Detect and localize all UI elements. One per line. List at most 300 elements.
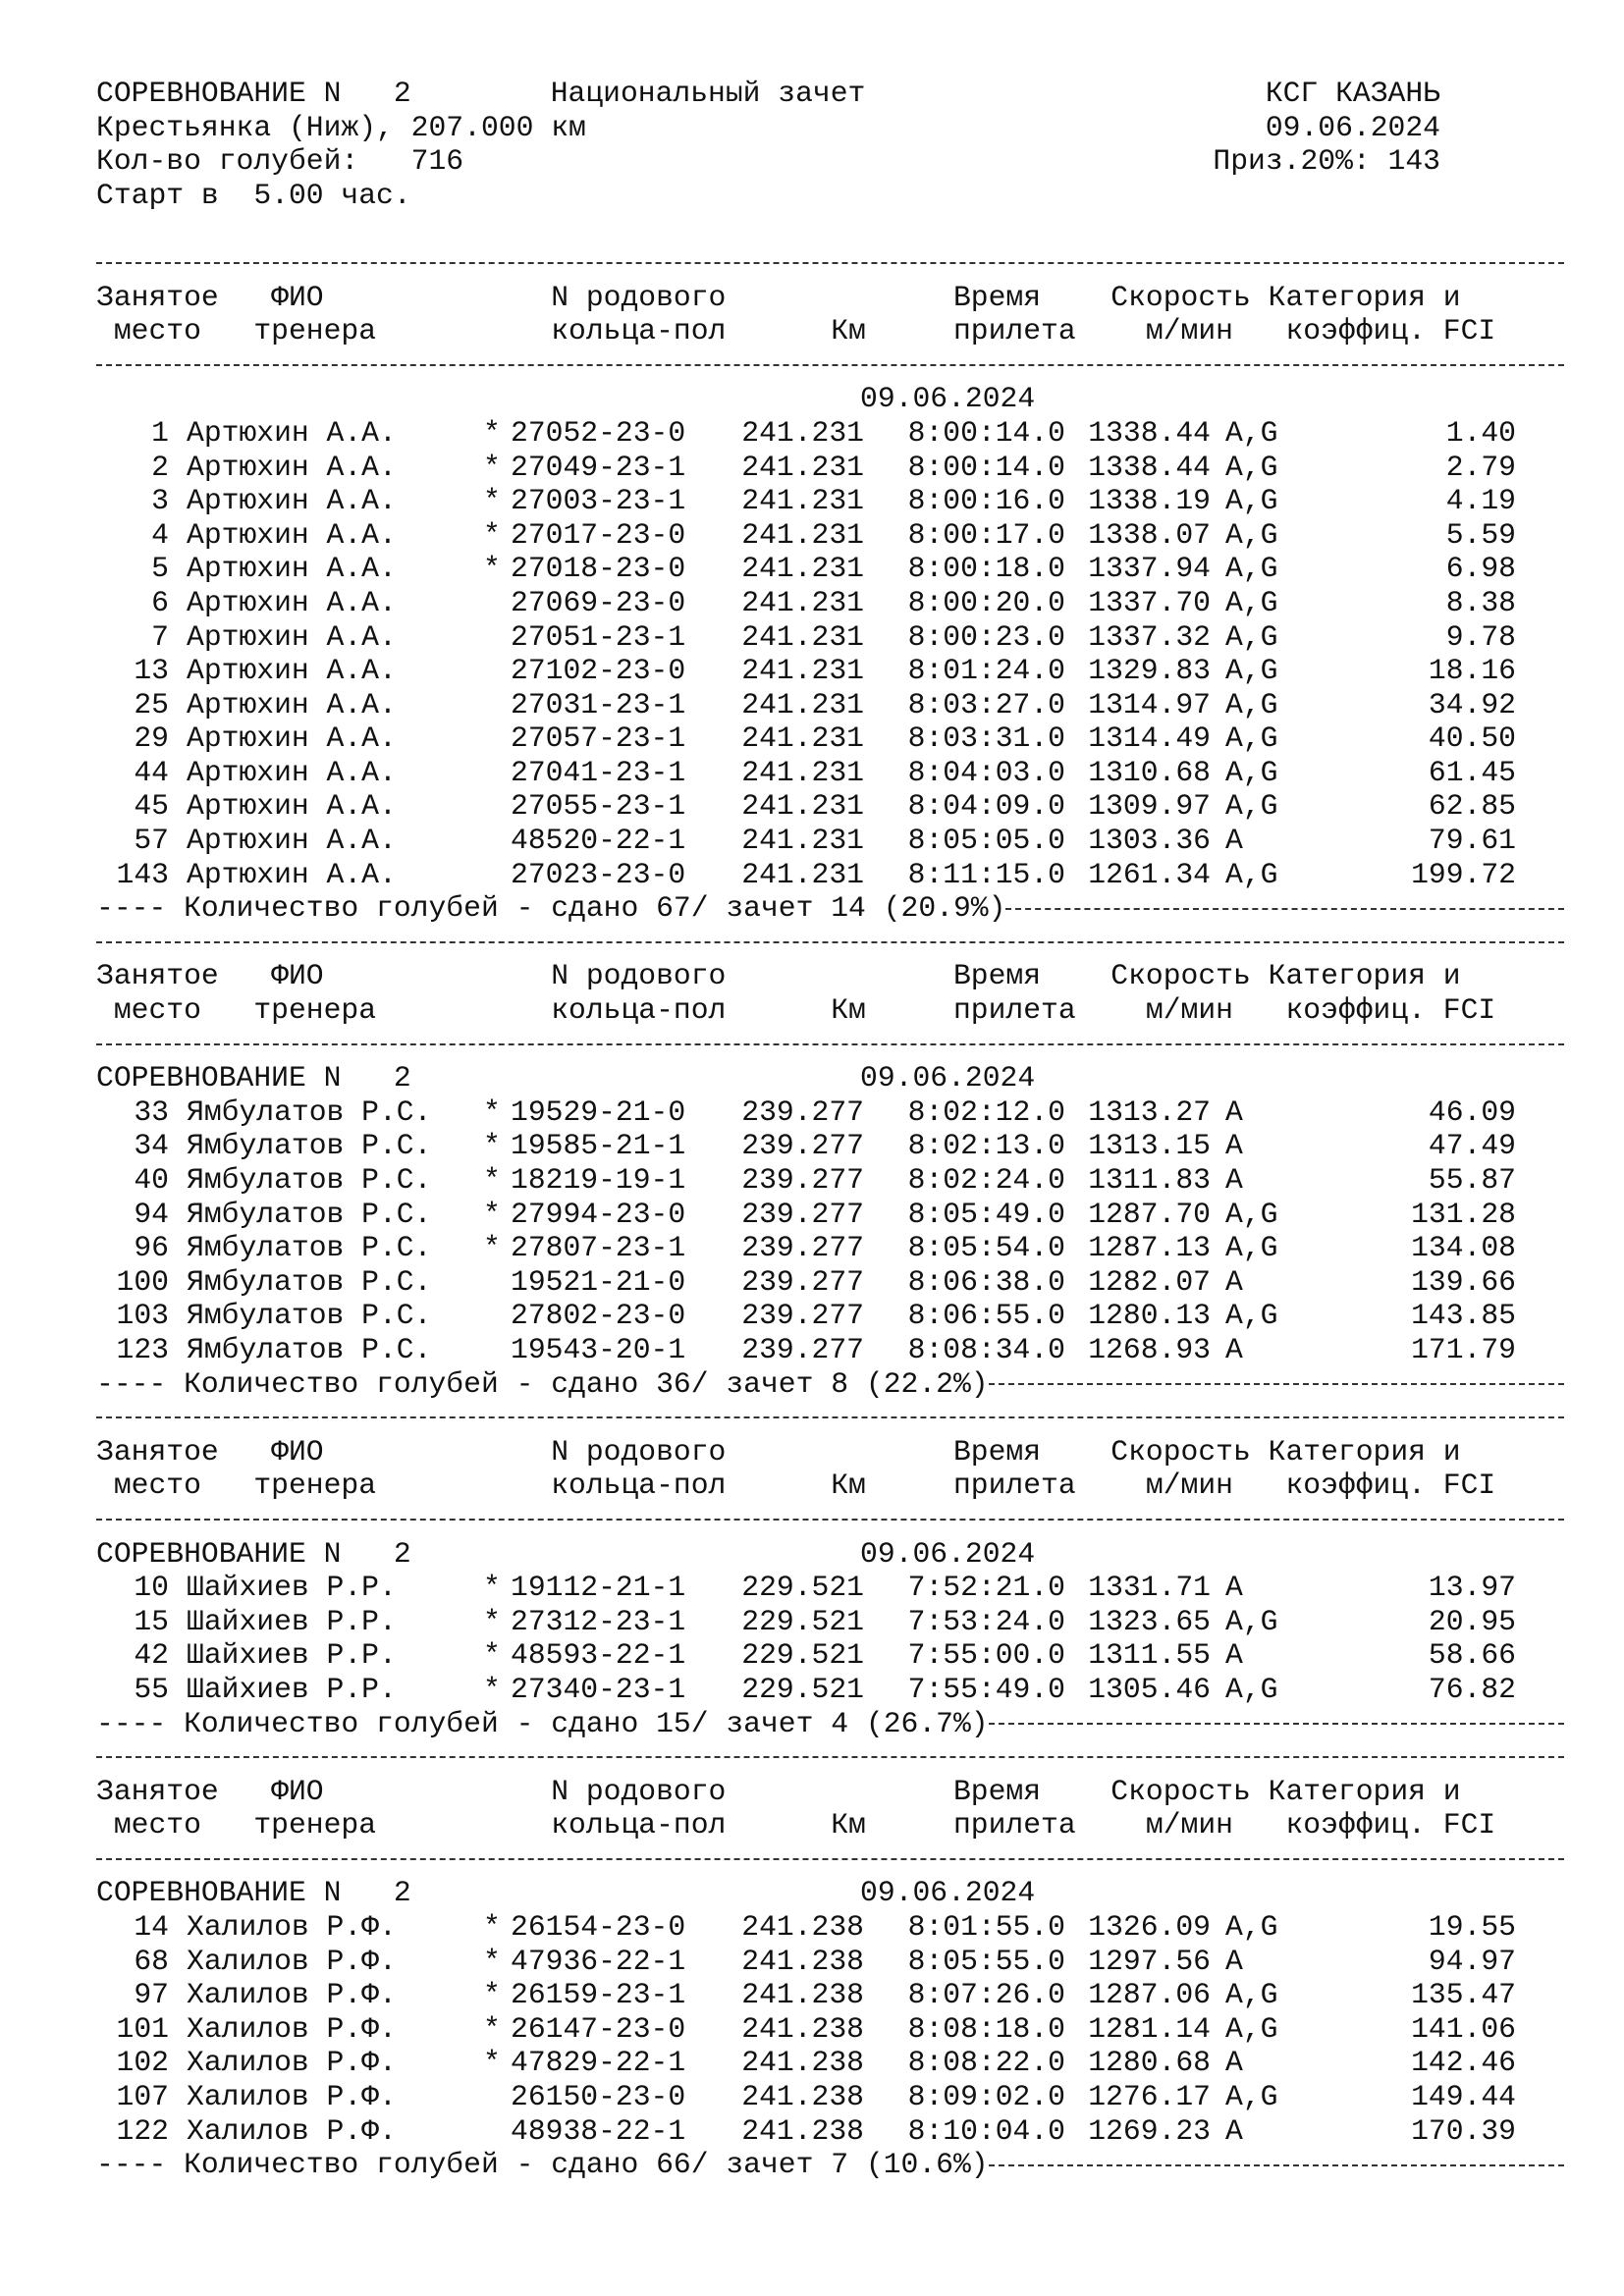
trainer-name: Артюхин А.А.	[187, 585, 397, 619]
trainer-name: Шайхиев Р.Р.	[187, 1571, 397, 1605]
trainer-name: Халилов Р.Ф.	[187, 2046, 397, 2080]
zachet-type: Национальный зачет	[550, 77, 866, 110]
category-cell: A	[1225, 1638, 1243, 1673]
ring-cell: 26159-23-1	[511, 1978, 686, 2012]
trainer-name: Артюхин А.А.	[187, 415, 397, 450]
km-cell: 229.521	[741, 1672, 864, 1706]
trainer-name-cell	[169, 416, 511, 451]
ring-cell: 19521-21-0	[511, 1264, 686, 1299]
speed-cell: 1311.83	[1088, 1163, 1211, 1197]
separator-line	[96, 1756, 1564, 1758]
star-mark: *	[483, 517, 501, 552]
arrival-time-cell: 8:11:15.0	[907, 857, 1065, 891]
arrival-time-cell: 8:05:05.0	[907, 824, 1065, 858]
ring-cell: 48938-22-1	[511, 2113, 686, 2148]
star-mark: *	[483, 450, 501, 484]
trainer-name-cell	[169, 1571, 511, 1605]
star-mark: *	[483, 1129, 501, 1163]
category-cell: A,G	[1225, 1978, 1278, 2012]
trainer-name: Халилов Р.Ф.	[187, 1978, 397, 2012]
ring-cell: 27023-23-0	[511, 857, 686, 891]
km-cell: 239.277	[741, 1231, 864, 1265]
star-mark: *	[483, 552, 501, 586]
trainer-name: Халилов Р.Ф.	[187, 2011, 397, 2046]
ring-cell: 26147-23-0	[511, 2011, 686, 2046]
group-summary	[96, 1367, 1579, 1402]
coefficient-cell: 79.61	[1428, 824, 1516, 858]
arrival-time-cell: 8:04:09.0	[907, 789, 1065, 824]
star-mark: *	[483, 484, 501, 518]
arrival-time-cell: 7:55:00.0	[907, 1638, 1065, 1673]
speed-cell: 1314.97	[1088, 687, 1211, 721]
trainer-name-cell	[169, 620, 511, 655]
table-row	[96, 1095, 1579, 1130]
place-cell: 103	[116, 1299, 169, 1333]
arrival-time-cell: 8:04:03.0	[907, 755, 1065, 789]
star-mark: *	[483, 415, 501, 450]
trainer-name-cell	[169, 1978, 511, 2012]
coefficient-cell: 5.59	[1445, 517, 1516, 552]
separator-line	[96, 1519, 1564, 1521]
km-cell: 241.238	[741, 2046, 864, 2080]
star-mark: *	[483, 1571, 501, 1605]
coefficient-cell: 34.92	[1428, 687, 1516, 721]
km-cell: 241.231	[741, 484, 864, 518]
arrival-time-cell: 8:02:12.0	[907, 1095, 1065, 1129]
star-mark: *	[483, 1944, 501, 1978]
category-cell: A,G	[1225, 1910, 1278, 1945]
trainer-name: Ямбулатов Р.С.	[187, 1095, 432, 1129]
trainer-name: Артюхин А.А.	[187, 450, 397, 484]
table-row	[96, 1673, 1579, 1707]
trainer-name-cell	[169, 1945, 511, 1979]
category-cell: A,G	[1225, 552, 1278, 586]
separator-line	[96, 1043, 1564, 1045]
speed-cell: 1287.70	[1088, 1197, 1211, 1231]
trainer-name-cell	[169, 1265, 511, 1300]
km-cell: 239.277	[741, 1163, 864, 1197]
separator-line	[96, 1416, 1564, 1418]
table-row	[96, 518, 1579, 553]
km-cell: 229.521	[741, 1604, 864, 1638]
trainer-name-cell	[169, 1299, 511, 1333]
km-cell: 239.277	[741, 1299, 864, 1333]
separator-line	[96, 941, 1564, 943]
km-cell: 241.238	[741, 1944, 864, 1978]
speed-cell: 1326.09	[1088, 1910, 1211, 1945]
km-cell: 241.238	[741, 2011, 864, 2046]
place-cell: 15	[134, 1604, 169, 1638]
place-cell: 44	[134, 755, 169, 789]
trainer-name: Ямбулатов Р.С.	[187, 1197, 432, 1231]
trainer-name-cell	[169, 1638, 511, 1673]
km-cell: 241.238	[741, 2080, 864, 2114]
column-header-line-2: место тренера кольца-пол Км прилета м/мин коэффиц. FCI	[96, 314, 1496, 348]
ring-cell: 19529-21-0	[511, 1095, 686, 1129]
arrival-time-cell: 8:06:55.0	[907, 1299, 1065, 1333]
ring-cell: 27102-23-0	[511, 654, 686, 688]
star-mark: *	[483, 1978, 501, 2012]
coefficient-cell: 143.85	[1411, 1299, 1516, 1333]
place-cell: 107	[116, 2080, 169, 2114]
result-group	[96, 1401, 1579, 1740]
km-cell: 241.238	[741, 1978, 864, 2012]
category-cell: A,G	[1225, 1604, 1278, 1638]
speed-cell: 1338.07	[1088, 517, 1211, 552]
speed-cell: 1287.13	[1088, 1231, 1211, 1265]
arrival-time-cell: 8:00:20.0	[907, 585, 1065, 619]
star-mark: *	[483, 2046, 501, 2080]
km-cell: 241.231	[741, 585, 864, 619]
speed-cell: 1310.68	[1088, 755, 1211, 789]
table-row	[96, 1231, 1579, 1265]
category-cell: A	[1225, 1163, 1243, 1197]
speed-cell: 1338.44	[1088, 450, 1211, 484]
birds-count: Кол-во голубей: 716	[96, 144, 464, 179]
coefficient-cell: 58.66	[1428, 1638, 1516, 1673]
top-separator	[96, 1740, 1579, 1775]
speed-cell: 1329.83	[1088, 654, 1211, 688]
table-row	[96, 1129, 1579, 1163]
place-cell: 102	[116, 2046, 169, 2080]
table-row	[96, 620, 1579, 655]
prize-count: Приз.20%: 143	[1213, 144, 1440, 179]
table-row	[96, 1333, 1579, 1367]
club-name: КСГ КАЗАНЬ	[1265, 77, 1440, 110]
ring-cell: 27340-23-1	[511, 1672, 686, 1706]
coefficient-cell: 18.16	[1428, 654, 1516, 688]
table-row	[96, 2080, 1579, 2114]
place-cell: 55	[134, 1672, 169, 1706]
km-cell: 241.231	[741, 415, 864, 450]
place-cell: 100	[116, 1264, 169, 1299]
coefficient-cell: 141.06	[1411, 2011, 1516, 2046]
table-row	[96, 1978, 1579, 2012]
trainer-name-cell	[169, 721, 511, 756]
category-cell: A,G	[1225, 687, 1278, 721]
table-row	[96, 756, 1579, 790]
place-cell: 1	[151, 415, 169, 450]
arrival-time-cell: 8:02:24.0	[907, 1163, 1065, 1197]
category-cell: A,G	[1225, 1672, 1278, 1706]
place-cell: 25	[134, 687, 169, 721]
category-cell: A,G	[1225, 517, 1278, 552]
trainer-name-cell	[169, 824, 511, 858]
category-cell: A,G	[1225, 857, 1278, 891]
result-group	[96, 926, 1579, 1401]
trainer-name: Артюхин А.А.	[187, 619, 397, 654]
trainer-name-cell	[169, 1163, 511, 1198]
trainer-name: Артюхин А.А.	[187, 552, 397, 586]
category-cell: A	[1225, 1944, 1243, 1978]
place-cell: 40	[134, 1163, 169, 1197]
trainer-name-cell	[169, 2114, 511, 2149]
ring-cell: 27017-23-0	[511, 517, 686, 552]
ring-cell: 27312-23-1	[511, 1604, 686, 1638]
separator-line	[96, 262, 1564, 264]
top-separator	[96, 1401, 1579, 1435]
trainer-name-cell	[169, 858, 511, 892]
km-cell: 241.231	[741, 619, 864, 654]
coefficient-cell: 4.19	[1445, 484, 1516, 518]
coefficient-cell: 142.46	[1411, 2046, 1516, 2080]
category-cell: A	[1225, 824, 1243, 858]
star-mark: *	[483, 1231, 501, 1265]
place-cell: 3	[151, 484, 169, 518]
coefficient-cell: 199.72	[1411, 857, 1516, 891]
ring-cell: 19585-21-1	[511, 1129, 686, 1163]
arrival-time-cell: 8:02:13.0	[907, 1129, 1065, 1163]
trainer-name: Артюхин А.А.	[187, 721, 397, 756]
table-row	[96, 586, 1579, 620]
ring-cell: 18219-19-1	[511, 1163, 686, 1197]
trainer-name: Халилов Р.Ф.	[187, 1944, 397, 1978]
km-cell: 239.277	[741, 1095, 864, 1129]
trainer-name: Ямбулатов Р.С.	[187, 1264, 432, 1299]
category-cell: A,G	[1225, 755, 1278, 789]
summary-dash-fill	[989, 1723, 1564, 1725]
speed-cell: 1276.17	[1088, 2080, 1211, 2114]
star-mark: *	[483, 1604, 501, 1638]
speed-cell: 1297.56	[1088, 1944, 1211, 1978]
category-cell: A,G	[1225, 619, 1278, 654]
category-cell: A,G	[1225, 450, 1278, 484]
table-row	[96, 1945, 1579, 1979]
coefficient-cell: 139.66	[1411, 1264, 1516, 1299]
category-cell: A,G	[1225, 721, 1278, 756]
km-cell: 229.521	[741, 1638, 864, 1673]
place-cell: 101	[116, 2011, 169, 2046]
group-date: 09.06.2024	[860, 1876, 1036, 1910]
trainer-name: Ямбулатов Р.С.	[187, 1163, 432, 1197]
km-cell: 239.277	[741, 1264, 864, 1299]
coefficient-cell: 61.45	[1428, 755, 1516, 789]
arrival-time-cell: 8:00:17.0	[907, 517, 1065, 552]
arrival-time-cell: 8:01:24.0	[907, 654, 1065, 688]
category-cell: A	[1225, 1571, 1243, 1605]
place-cell: 123	[116, 1332, 169, 1366]
ring-cell: 27807-23-1	[511, 1231, 686, 1265]
coefficient-cell: 55.87	[1428, 1163, 1516, 1197]
ring-cell: 27057-23-1	[511, 721, 686, 756]
ring-cell: 48593-22-1	[511, 1638, 686, 1673]
coefficient-cell: 9.78	[1445, 619, 1516, 654]
speed-cell: 1314.49	[1088, 721, 1211, 756]
km-cell: 241.231	[741, 824, 864, 858]
coefficient-cell: 62.85	[1428, 789, 1516, 824]
header-line-1	[96, 77, 1579, 111]
trainer-name: Халилов Р.Ф.	[187, 1910, 397, 1945]
star-mark: *	[483, 1095, 501, 1129]
arrival-time-cell: 8:07:26.0	[907, 1978, 1065, 2012]
ring-cell: 27003-23-1	[511, 484, 686, 518]
arrival-time-cell: 8:00:16.0	[907, 484, 1065, 518]
separator-line	[96, 364, 1564, 366]
trainer-name: Шайхиев Р.Р.	[187, 1672, 397, 1706]
trainer-name: Артюхин А.А.	[187, 687, 397, 721]
place-cell: 29	[134, 721, 169, 756]
trainer-name-cell	[169, 2012, 511, 2047]
arrival-time-cell: 8:08:22.0	[907, 2046, 1065, 2080]
column-header-line-1: Занятое ФИО N родового Время Скорость Категория и	[96, 1434, 1461, 1468]
ring-cell: 19112-21-1	[511, 1571, 686, 1605]
trainer-name: Артюхин А.А.	[187, 857, 397, 891]
group-date: 09.06.2024	[860, 382, 1036, 416]
trainer-name: Ямбулатов Р.С.	[187, 1129, 432, 1163]
table-row	[96, 2114, 1579, 2149]
arrival-time-cell: 8:00:14.0	[907, 450, 1065, 484]
km-cell: 239.277	[741, 1332, 864, 1366]
summary-text: ---- Количество голубей - сдано 67/ зачет 14 (20.9%)	[96, 891, 1006, 926]
trainer-name-cell	[169, 1095, 511, 1130]
km-cell: 241.231	[741, 517, 864, 552]
ring-cell: 27069-23-0	[511, 585, 686, 619]
km-cell: 241.231	[741, 687, 864, 721]
arrival-time-cell: 8:08:34.0	[907, 1332, 1065, 1366]
trainer-name-cell	[169, 552, 511, 586]
ring-cell: 27994-23-0	[511, 1197, 686, 1231]
top-separator	[96, 926, 1579, 960]
speed-cell: 1303.36	[1088, 824, 1211, 858]
speed-cell: 1323.65	[1088, 1604, 1211, 1638]
speed-cell: 1287.06	[1088, 1978, 1211, 2012]
table-row	[96, 1265, 1579, 1300]
category-cell: A,G	[1225, 1231, 1278, 1265]
trainer-name-cell	[169, 1605, 511, 1639]
column-header-line-2: место тренера кольца-пол Км прилета м/мин коэффиц. FCI	[96, 1808, 1496, 1842]
coefficient-cell: 1.40	[1445, 415, 1516, 450]
group-title-line	[96, 1061, 1579, 1095]
category-cell: A	[1225, 2046, 1243, 2080]
category-cell: A	[1225, 2113, 1243, 2148]
trainer-name-cell	[169, 688, 511, 722]
ring-cell: 47936-22-1	[511, 1944, 686, 1978]
arrival-time-cell: 8:00:14.0	[907, 415, 1065, 450]
table-row	[96, 654, 1579, 688]
place-cell: 57	[134, 824, 169, 858]
result-group	[96, 246, 1579, 926]
table-row	[96, 2046, 1579, 2080]
coefficient-cell: 8.38	[1445, 585, 1516, 619]
group-summary	[96, 891, 1579, 926]
speed-cell: 1282.07	[1088, 1264, 1211, 1299]
arrival-time-cell: 8:01:55.0	[907, 1910, 1065, 1945]
header-line-3	[96, 144, 1579, 179]
summary-text: ---- Количество голубей - сдано 15/ зачет 4 (26.7%)	[96, 1706, 989, 1740]
category-cell: A,G	[1225, 415, 1278, 450]
trainer-name-cell	[169, 789, 511, 824]
arrival-time-cell: 8:05:55.0	[907, 1944, 1065, 1978]
coefficient-cell: 13.97	[1428, 1571, 1516, 1605]
trainer-name: Шайхиев Р.Р.	[187, 1604, 397, 1638]
trainer-name: Артюхин А.А.	[187, 484, 397, 518]
speed-cell: 1313.15	[1088, 1129, 1211, 1163]
trainer-name-cell	[169, 1910, 511, 1945]
coefficient-cell: 171.79	[1411, 1332, 1516, 1366]
table-row	[96, 858, 1579, 892]
top-separator	[96, 246, 1579, 281]
table-row	[96, 552, 1579, 586]
place-cell: 97	[134, 1978, 169, 2012]
coefficient-cell: 40.50	[1428, 721, 1516, 756]
speed-cell: 1313.27	[1088, 1095, 1211, 1129]
trainer-name: Ямбулатов Р.С.	[187, 1299, 432, 1333]
arrival-time-cell: 8:08:18.0	[907, 2011, 1065, 2046]
star-mark: *	[483, 1197, 501, 1231]
category-cell: A,G	[1225, 1299, 1278, 1333]
ring-cell: 27018-23-0	[511, 552, 686, 586]
category-cell: A,G	[1225, 585, 1278, 619]
header-separator	[96, 348, 1579, 383]
category-cell: A,G	[1225, 654, 1278, 688]
place-cell: 143	[116, 857, 169, 891]
table-row	[96, 688, 1579, 722]
place-cell: 34	[134, 1129, 169, 1163]
summary-text: ---- Количество голубей - сдано 36/ зачет 8 (22.2%)	[96, 1366, 989, 1401]
trainer-name-cell	[169, 1231, 511, 1265]
category-cell: A	[1225, 1129, 1243, 1163]
speed-cell: 1337.32	[1088, 619, 1211, 654]
group-competition-title: СОРЕВНОВАНИЕ N 2	[96, 1061, 411, 1095]
competition-title: СОРЕВНОВАНИЕ N 2	[96, 77, 411, 110]
ring-cell: 27031-23-1	[511, 687, 686, 721]
place-cell: 96	[134, 1231, 169, 1265]
coefficient-cell: 135.47	[1411, 1978, 1516, 2012]
start-time: Старт в 5.00 час.	[96, 178, 411, 212]
ring-cell: 26154-23-0	[511, 1910, 686, 1945]
column-header-line-2: место тренера кольца-пол Км прилета м/мин коэффиц. FCI	[96, 1468, 1496, 1503]
summary-dash-fill	[989, 1383, 1564, 1385]
summary-text: ---- Количество голубей - сдано 66/ зачет 7 (10.6%)	[96, 2148, 989, 2182]
results-document	[96, 77, 1579, 2182]
coefficient-cell: 6.98	[1445, 552, 1516, 586]
summary-dash-fill	[989, 2164, 1564, 2166]
place-cell: 68	[134, 1944, 169, 1978]
group-date: 09.06.2024	[860, 1536, 1036, 1571]
speed-cell: 1269.23	[1088, 2113, 1211, 2148]
coefficient-cell: 19.55	[1428, 1910, 1516, 1945]
km-cell: 241.231	[741, 857, 864, 891]
group-competition-title: СОРЕВНОВАНИЕ N 2	[96, 1876, 411, 1910]
km-cell: 241.238	[741, 1910, 864, 1945]
ring-cell: 27041-23-1	[511, 755, 686, 789]
place-cell: 14	[134, 1910, 169, 1945]
table-row	[96, 1198, 1579, 1232]
table-row	[96, 484, 1579, 518]
ring-cell: 26150-23-0	[511, 2080, 686, 2114]
group-title-line	[96, 1876, 1579, 1910]
table-row	[96, 1163, 1579, 1198]
arrival-time-cell: 7:53:24.0	[907, 1604, 1065, 1638]
coefficient-cell: 131.28	[1411, 1197, 1516, 1231]
place-cell: 94	[134, 1197, 169, 1231]
coefficient-cell: 149.44	[1411, 2080, 1516, 2114]
header-separator	[96, 1028, 1579, 1062]
speed-cell: 1338.44	[1088, 415, 1211, 450]
trainer-name-cell	[169, 2080, 511, 2114]
star-mark: *	[483, 1672, 501, 1706]
place-cell: 6	[151, 585, 169, 619]
arrival-time-cell: 8:09:02.0	[907, 2080, 1065, 2114]
table-row	[96, 1299, 1579, 1333]
place-cell: 33	[134, 1095, 169, 1129]
coefficient-cell: 76.82	[1428, 1672, 1516, 1706]
coefficient-cell: 20.95	[1428, 1604, 1516, 1638]
trainer-name-cell	[169, 1198, 511, 1232]
place-cell: 5	[151, 552, 169, 586]
group-title-line	[96, 382, 1579, 416]
table-row	[96, 789, 1579, 824]
